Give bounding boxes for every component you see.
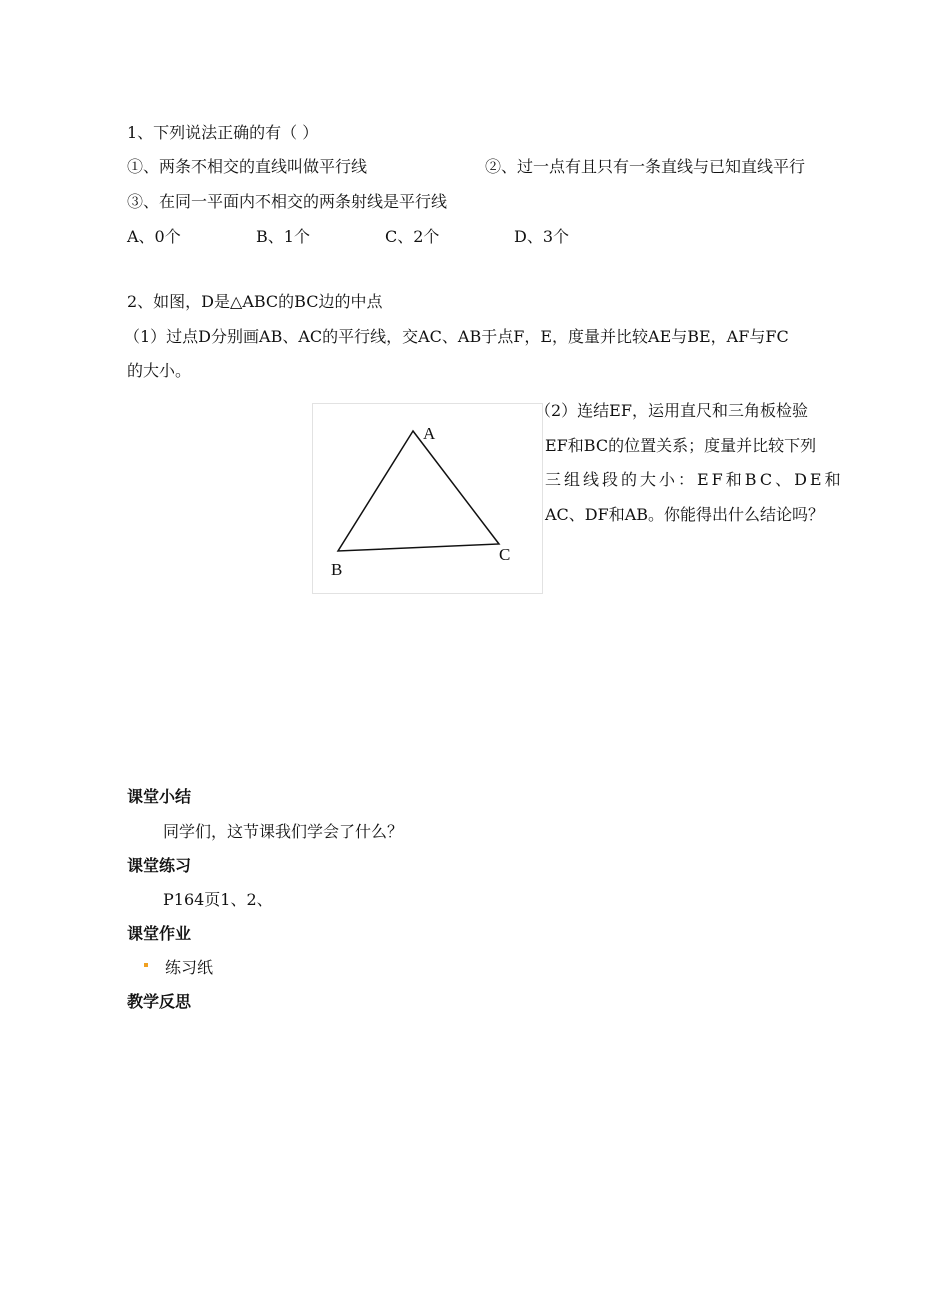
homework-text: 练习纸 xyxy=(165,958,214,977)
q2-part2-line: AC、DF和AB。你能得出什么结论吗？ xyxy=(545,504,825,524)
q1-choice-a: A、0个 xyxy=(127,227,181,246)
summary-heading: 课堂小结 xyxy=(127,787,192,806)
q1-stem: 1、下列说法正确的有（ ） xyxy=(127,123,319,142)
vertex-label-c: C xyxy=(499,545,511,564)
q2-part2-line: （2）连结EF，运用直尺和三角板检验 xyxy=(535,401,808,420)
triangle-abc xyxy=(313,404,544,595)
q2-part2-line: 三组线段的大小：EF和BC、DE和 xyxy=(545,470,844,489)
q1-statement-1: ①、两条不相交的直线叫做平行线 xyxy=(127,157,368,176)
reflection-heading: 教学反思 xyxy=(127,992,192,1011)
q1-choice-d: D、3个 xyxy=(514,227,570,246)
q1-choice-c: C、2个 xyxy=(385,227,440,246)
practice-heading: 课堂练习 xyxy=(127,856,192,875)
q1-statement-3: ③、在同一平面内不相交的两条射线是平行线 xyxy=(127,192,448,211)
vertex-label-b: B xyxy=(331,560,343,579)
homework-heading: 课堂作业 xyxy=(127,924,192,943)
q2-stem: 2、如图，D是△ABC的BC边的中点 xyxy=(127,292,383,311)
practice-text: P164页1、2、 xyxy=(163,890,273,909)
q2-part2 xyxy=(535,394,855,532)
triangle-figure xyxy=(312,403,543,594)
triangle-outline xyxy=(338,431,499,551)
q1-choice-b: B、1个 xyxy=(256,227,310,246)
summary-text: 同学们，这节课我们学会了什么？ xyxy=(163,822,404,841)
q2-part1-line1: （1）过点D分别画AB、AC的平行线，交AC、AB于点F，E，度量并比较AE与BE，AF与FC xyxy=(124,327,789,346)
q1-statements-row xyxy=(127,157,367,177)
bullet-dot xyxy=(144,963,148,967)
vertex-label-a: A xyxy=(423,424,436,443)
q2-part1-line2: 的大小。 xyxy=(127,361,192,380)
q2-part2-line: EF和BC的位置关系；度量并比较下列 xyxy=(545,435,817,455)
q1-statement-2: ②、过一点有且只有一条直线与已知直线平行 xyxy=(485,157,806,176)
